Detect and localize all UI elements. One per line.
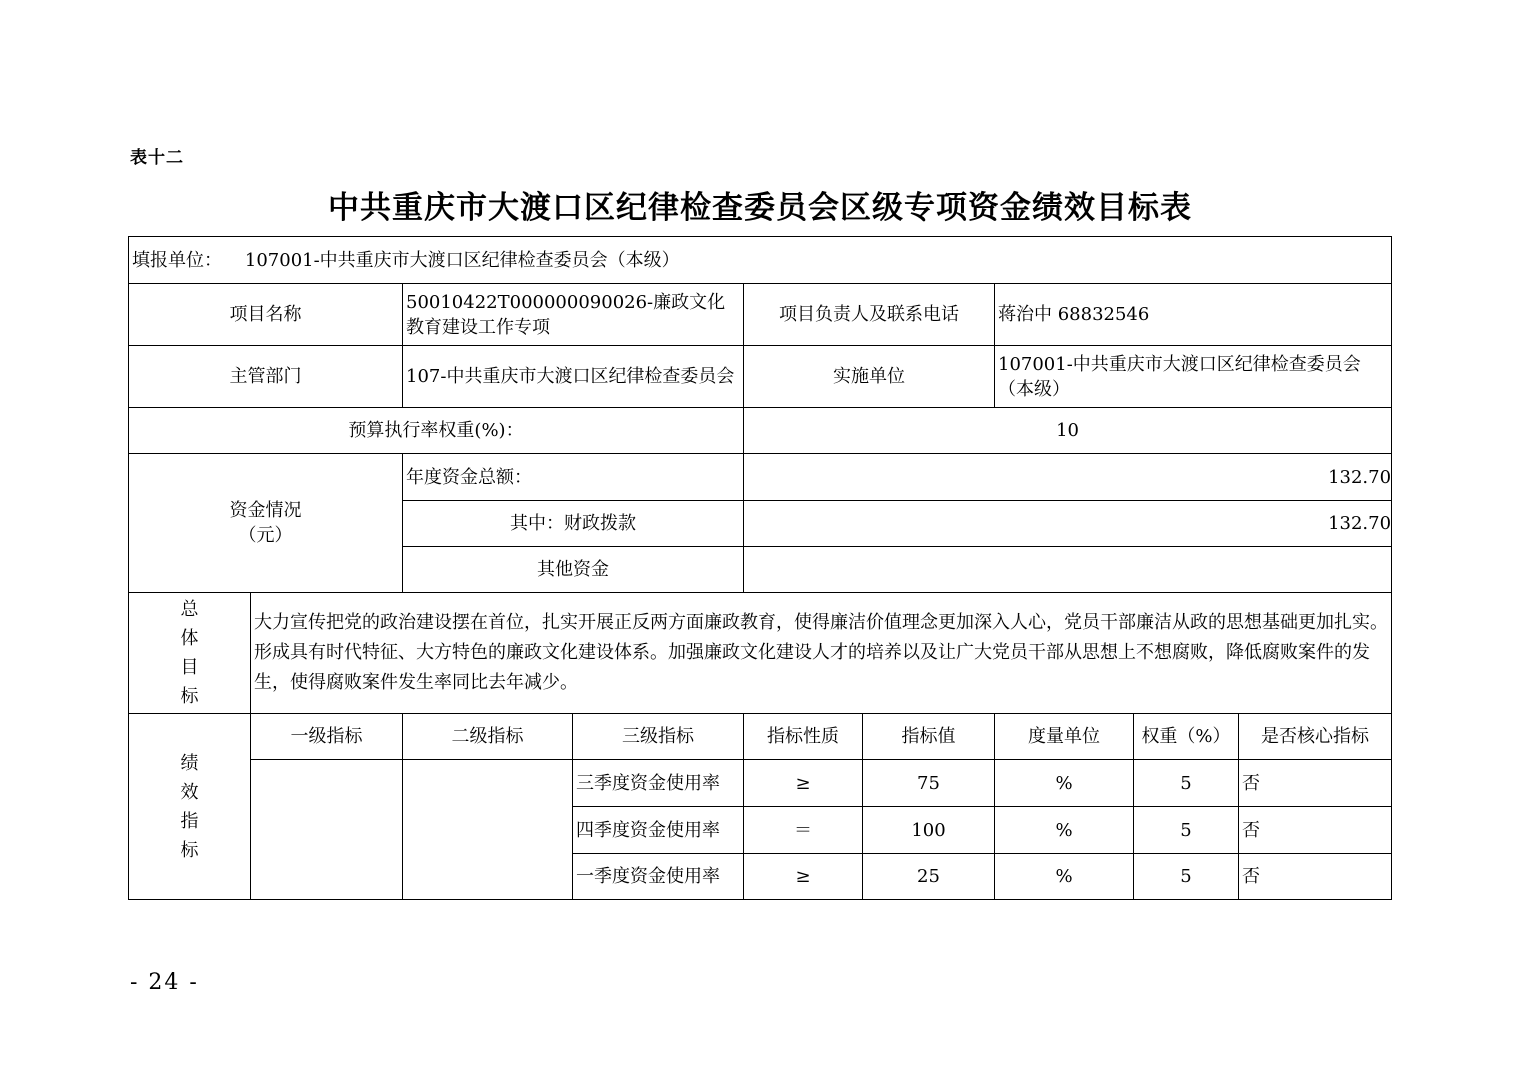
indicator-unit: %	[995, 760, 1134, 807]
overall-goal-char: 体	[180, 628, 199, 649]
overall-goal-char: 目	[180, 657, 199, 678]
budget-rate-label: 预算执行率权重(%)：	[129, 408, 744, 454]
department-row	[129, 346, 1392, 408]
header-core: 是否核心指标	[1239, 714, 1392, 760]
impl-unit-value: 107001-中共重庆市大渡口区纪律检查委员会（本级）	[995, 346, 1392, 408]
header-nature: 指标性质	[744, 714, 863, 760]
indicator-core: 否	[1239, 807, 1392, 854]
indicator-core: 否	[1239, 854, 1392, 900]
funds-total-label: 年度资金总额：	[403, 454, 744, 501]
funds-fiscal-label: 其中：财政拨款	[403, 501, 744, 547]
fill-unit-value: 107001-中共重庆市大渡口区纪律检查委员会（本级）	[244, 249, 680, 271]
indicator-unit: %	[995, 854, 1134, 900]
funds-total-value: 132.70	[744, 454, 1392, 501]
performance-label-char: 标	[180, 839, 199, 861]
funds-other-value	[744, 547, 1392, 593]
project-name-row	[129, 284, 1392, 346]
project-name-label: 项目名称	[129, 284, 403, 346]
overall-goal-char: 总	[180, 599, 199, 620]
funds-fiscal-value: 132.70	[744, 501, 1392, 547]
overall-goal-text: 大力宣传把党的政治建设摆在首位，扎实开展正反两方面廉政教育，使得廉洁价值理念更加深入人心，党员干部廉洁从政的思想基础更加扎实。形成具有时代特征、大方特色的廉政文化建设体系。加强廉政文化建设人才的培养以及让广大党员干部从思想上不想腐败，降低腐败案件的发生，使得腐败案件发生率同比去年减少。	[251, 593, 1392, 714]
indicator-level3: 三季度资金使用率	[573, 760, 744, 807]
page-title: 中共重庆市大渡口区纪律检查委员会区级专项资金绩效目标表	[328, 190, 1192, 226]
indicator-nature: ≥	[744, 760, 863, 807]
indicator-nature: ＝	[744, 807, 863, 854]
header-weight: 权重（%）	[1134, 714, 1239, 760]
indicator-value: 100	[863, 807, 995, 854]
performance-label	[129, 714, 251, 900]
header-level1: 一级指标	[251, 714, 403, 760]
indicator-value: 75	[863, 760, 995, 807]
header-value: 指标值	[863, 714, 995, 760]
indicator-core: 否	[1239, 760, 1392, 807]
dept-value: 107-中共重庆市大渡口区纪律检查委员会	[403, 346, 744, 408]
performance-label-char: 效	[180, 781, 199, 803]
fill-unit-row	[129, 237, 1392, 284]
funds-total-row	[129, 454, 1392, 501]
fill-unit-label: 填报单位：	[132, 249, 222, 271]
indicator-weight: 5	[1134, 760, 1239, 807]
indicator-row	[129, 760, 1392, 807]
impl-unit-label: 实施单位	[744, 346, 995, 408]
project-name-value: 50010422T000000090026-廉政文化教育建设工作专项	[403, 284, 744, 346]
indicator-nature: ≥	[744, 854, 863, 900]
header-level3: 三级指标	[573, 714, 744, 760]
page-number: - 24 -	[130, 970, 199, 995]
overall-goal-label	[129, 593, 251, 714]
table-label: 表十二	[130, 148, 184, 168]
indicator-weight: 5	[1134, 854, 1239, 900]
project-contact-label: 项目负责人及联系电话	[744, 284, 995, 346]
header-unit: 度量单位	[995, 714, 1134, 760]
indicator-level2	[403, 760, 573, 900]
overall-goal-row	[129, 593, 1392, 714]
performance-label-char: 指	[180, 810, 199, 832]
fill-unit-cell	[129, 237, 1392, 284]
funds-other-label: 其他资金	[403, 547, 744, 593]
budget-rate-row	[129, 408, 1392, 454]
performance-header-row	[129, 714, 1392, 760]
project-contact-value: 蒋治中 68832546	[995, 284, 1392, 346]
indicator-value: 25	[863, 854, 995, 900]
funds-label	[129, 454, 403, 593]
indicator-level3: 四季度资金使用率	[573, 807, 744, 854]
indicator-level1	[251, 760, 403, 900]
indicator-level3: 一季度资金使用率	[573, 854, 744, 900]
dept-label: 主管部门	[129, 346, 403, 408]
performance-target-table	[128, 236, 1392, 900]
indicator-unit: %	[995, 807, 1134, 854]
indicator-weight: 5	[1134, 807, 1239, 854]
budget-rate-value: 10	[744, 408, 1392, 454]
funds-label-line1: 资金情况	[229, 500, 302, 521]
header-level2: 二级指标	[403, 714, 573, 760]
overall-goal-char: 标	[180, 686, 199, 707]
funds-label-line2: （元）	[238, 525, 293, 546]
performance-label-char: 绩	[180, 752, 199, 774]
